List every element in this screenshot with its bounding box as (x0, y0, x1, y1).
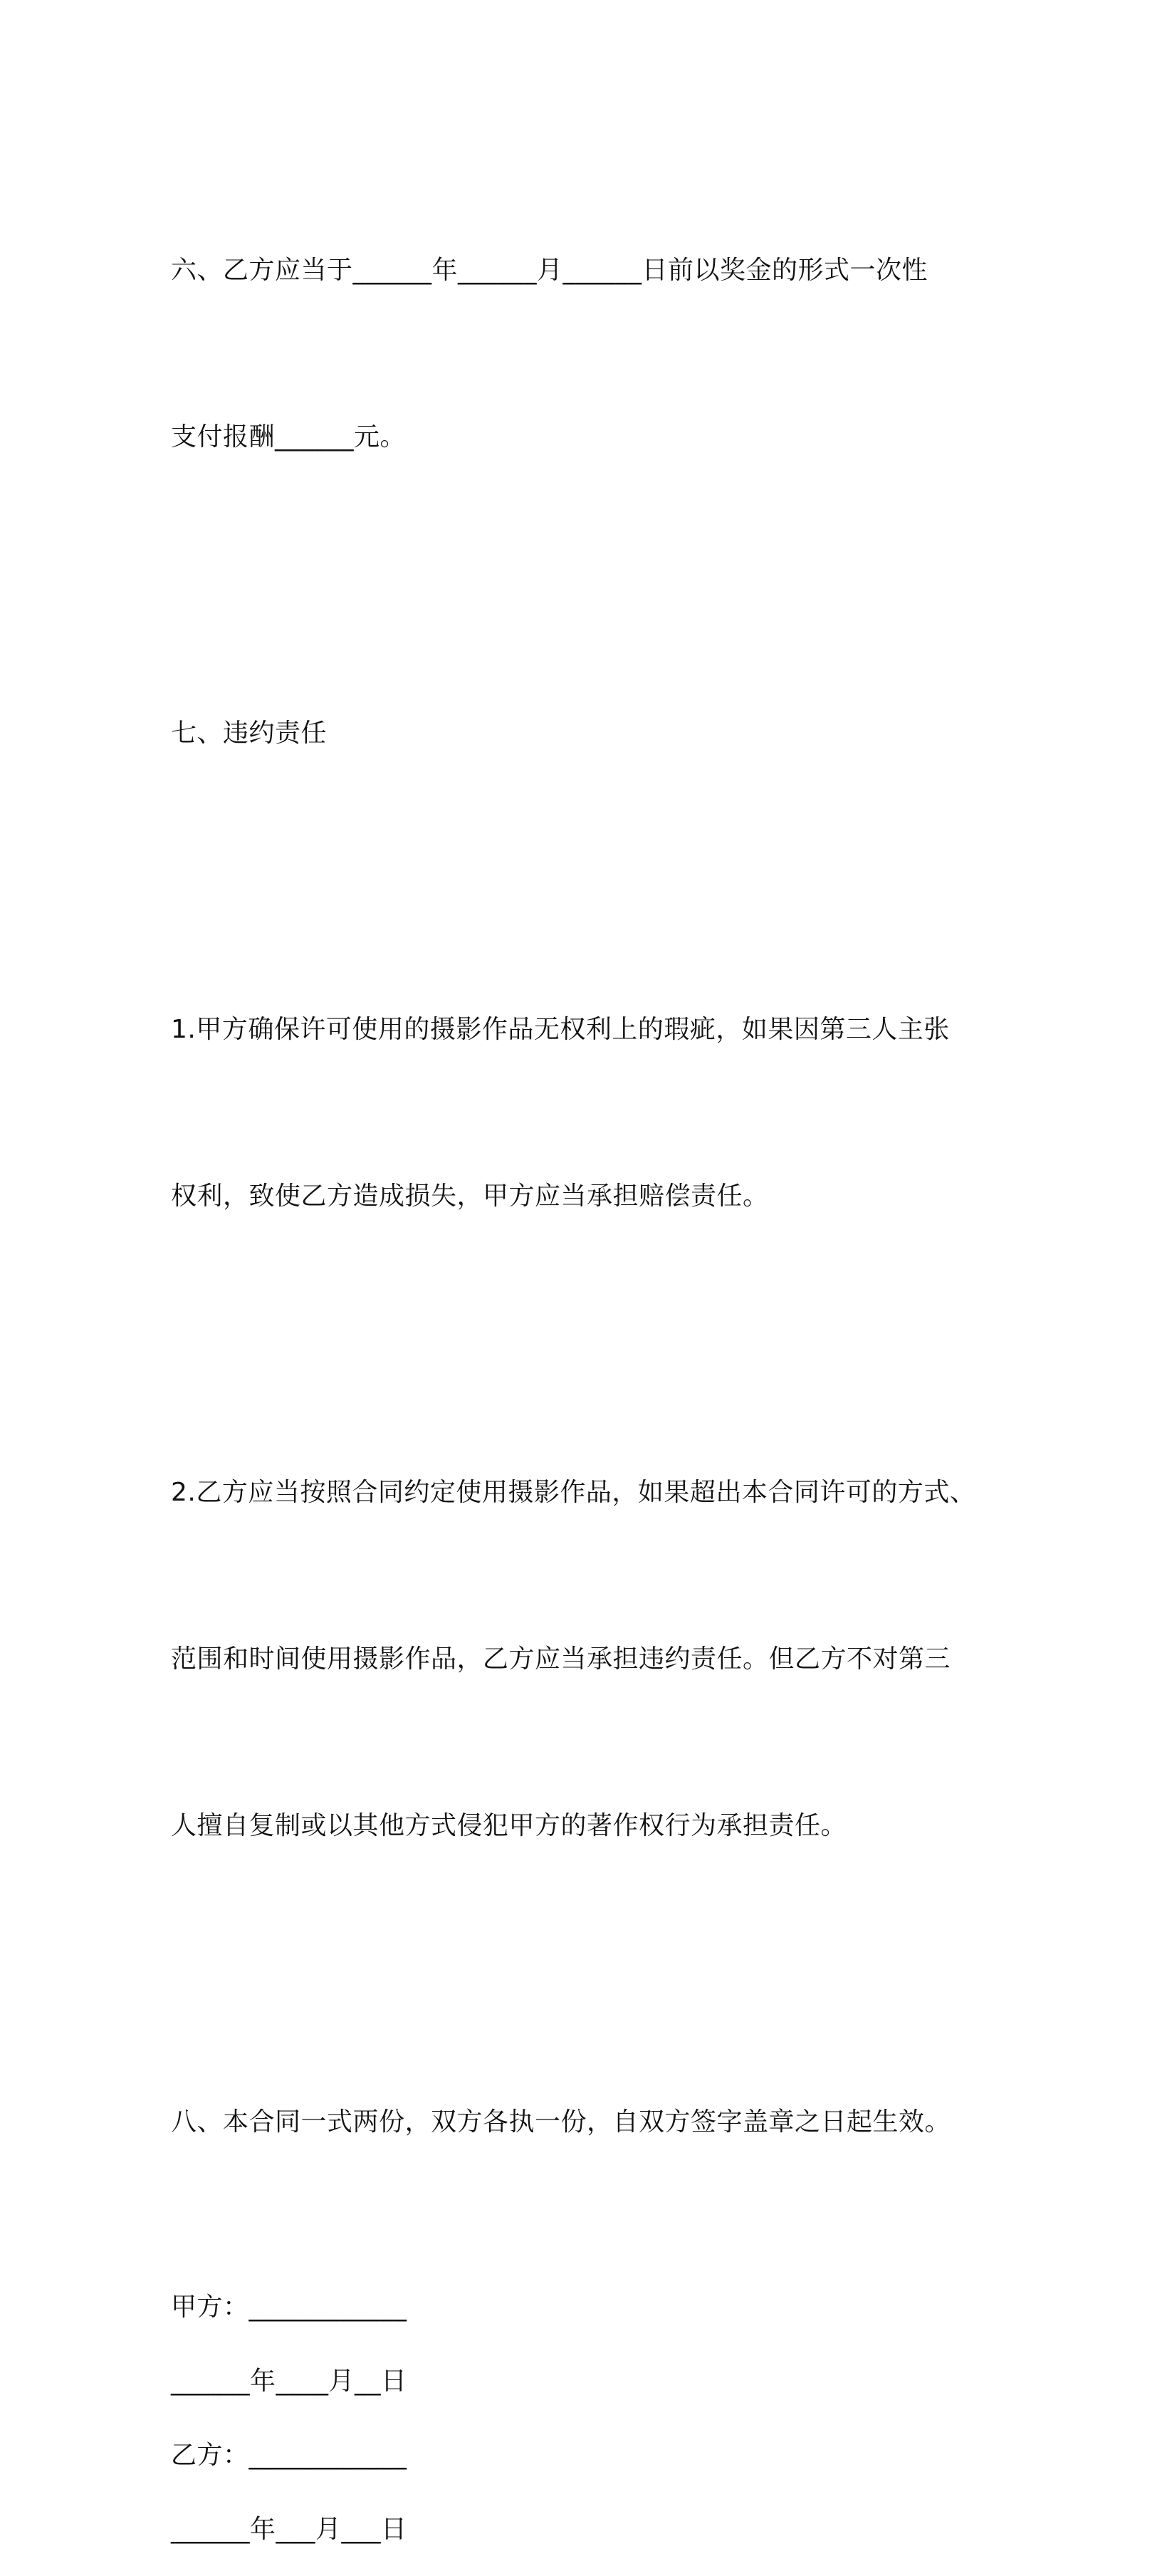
clause-seven-item-2-line-2: 范围和时间使用摄影作品，乙方应当承担违约责任。但乙方不对第三 (171, 1644, 951, 1674)
clause-eight (171, 1983, 990, 2261)
clause-eight-text: 八、本合同一式两份，双方各执一份，自双方签字盖章之日起生效。 (171, 2107, 951, 2137)
clause-seven-heading (171, 595, 990, 872)
clause-seven-item-1-line-2: 权利，致使乙方造成损失，甲方应当承担赔偿责任。 (171, 1182, 769, 1211)
party-b-signature: 乙方：____________ (171, 2441, 407, 2470)
clause-seven-item-2 (171, 1354, 990, 1965)
clause-seven-item-2-line-1: 2.乙方应当按照合同约定使用摄影作品，如果超出本合同许可的方式、 (171, 1478, 976, 1507)
clause-six-line-2: 支付报酬______元。 (171, 422, 407, 452)
clause-seven-item-1-line-1: 1.甲方确保许可使用的摄影作品无权利上的瑕疵，如果因第三人主张 (171, 1015, 950, 1044)
clause-seven-heading-text: 七、违约责任 (171, 719, 328, 748)
contract-body (171, 132, 990, 2576)
clause-six-line-1: 六、乙方应当于______年______月______日前以奖金的形式一次性 (171, 256, 928, 285)
clause-six (171, 132, 990, 576)
party-a-signature: 甲方：____________ (171, 2293, 407, 2322)
party-b-date: ______年___月___日 (171, 2515, 407, 2544)
clause-seven-item-1 (171, 891, 990, 1335)
party-a-date: ______年____月__日 (171, 2367, 407, 2396)
clause-seven-item-2-line-3: 人擅自复制或以其他方式侵犯甲方的著作权行为承担责任。 (171, 1811, 847, 1840)
